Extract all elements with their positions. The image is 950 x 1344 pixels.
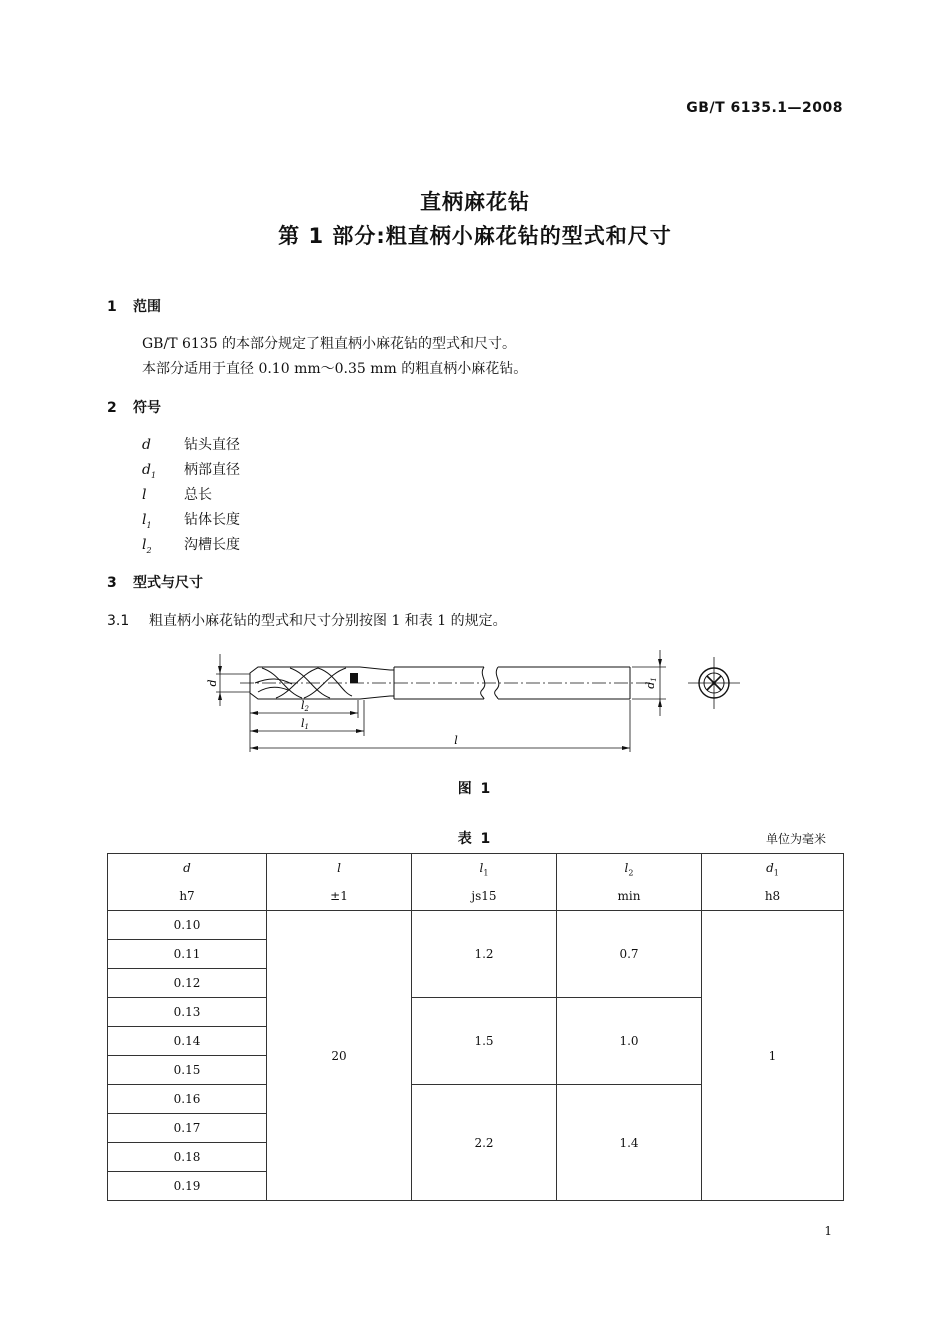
table-cell: 1.5 bbox=[412, 998, 557, 1085]
section-title: 型式与尺寸 bbox=[133, 575, 203, 591]
table-header-cell: $l_2$ min bbox=[557, 854, 702, 911]
symbol-row bbox=[142, 484, 212, 505]
symbol: $l_2$ bbox=[142, 537, 152, 555]
symbol-description: 钻头直径 bbox=[184, 437, 240, 453]
symbol-description: 柄部直径 bbox=[184, 462, 240, 478]
table-cell: 0.12 bbox=[108, 969, 267, 998]
dim-d1-label: d1 bbox=[644, 677, 658, 689]
clause-text: 粗直柄小麻花钻的型式和尺寸分别按图 1 和表 1 的规定。 bbox=[149, 613, 507, 629]
table-cell: 20 bbox=[267, 911, 412, 1201]
scope-paragraph-1: GB/T 6135 的本部分规定了粗直柄小麻花钻的型式和尺寸。 bbox=[142, 336, 517, 352]
symbol: d bbox=[142, 437, 151, 453]
symbol-description: 总长 bbox=[184, 487, 212, 503]
section-title: 符号 bbox=[133, 400, 161, 416]
symbol: $l_1$ bbox=[142, 512, 152, 530]
section-title: 范围 bbox=[133, 299, 161, 315]
section-number: 3 bbox=[107, 575, 117, 591]
end-view bbox=[688, 657, 740, 709]
symbol-row bbox=[142, 459, 240, 480]
dim-d-label: d bbox=[206, 679, 219, 687]
clause-number: 3.1 bbox=[107, 613, 130, 629]
table-cell: 0.13 bbox=[108, 998, 267, 1027]
table-header-cell: d h7 bbox=[108, 854, 267, 911]
table-cell: 1.2 bbox=[412, 911, 557, 998]
table-caption: 表 1 bbox=[457, 831, 493, 847]
document-title: 直柄麻花钻 bbox=[420, 190, 530, 214]
section-1-heading bbox=[107, 296, 161, 316]
page-number: 1 bbox=[824, 1224, 832, 1238]
table-cell: 1.0 bbox=[557, 998, 702, 1085]
symbol: l bbox=[142, 487, 147, 503]
standard-number: GB/T 6135.1—2008 bbox=[686, 100, 843, 116]
table-header-cell: $l_1$ js15 bbox=[412, 854, 557, 911]
figure-caption: 图 1 bbox=[457, 781, 493, 797]
table-cell: 0.11 bbox=[108, 940, 267, 969]
symbol-description: 钻体长度 bbox=[184, 512, 240, 528]
symbol-row bbox=[142, 434, 240, 455]
symbol-row bbox=[142, 509, 240, 530]
table-cell: 1.4 bbox=[557, 1085, 702, 1201]
clause-3-1 bbox=[107, 610, 507, 630]
section-3-heading bbox=[107, 572, 203, 592]
table-header-row bbox=[108, 854, 844, 911]
table-cell: 1 bbox=[702, 911, 844, 1201]
table-cell: 0.7 bbox=[557, 911, 702, 998]
symbol-description: 沟槽长度 bbox=[184, 537, 240, 553]
dim-l-label: l bbox=[454, 734, 458, 747]
table-cell: 0.18 bbox=[108, 1143, 267, 1172]
dim-l1-label: l1 bbox=[301, 717, 309, 731]
scope-paragraph-2: 本部分适用于直径 0.10 mm～0.35 mm 的粗直柄小麻花钻。 bbox=[142, 361, 528, 377]
section-number: 2 bbox=[107, 400, 117, 416]
section-2-heading bbox=[107, 397, 161, 417]
table-cell: 0.10 bbox=[108, 911, 267, 940]
table-cell: 2.2 bbox=[412, 1085, 557, 1201]
dim-l2-label: l2 bbox=[301, 699, 309, 713]
table-cell: 0.16 bbox=[108, 1085, 267, 1114]
table-unit: 单位为毫米 bbox=[765, 832, 826, 846]
drill-drawing bbox=[0, 640, 950, 765]
table-cell: 0.17 bbox=[108, 1114, 267, 1143]
table-cell: 0.14 bbox=[108, 1027, 267, 1056]
table-cell: 0.15 bbox=[108, 1056, 267, 1085]
table-header-cell: $d_1$ h8 bbox=[702, 854, 844, 911]
symbol: $d_1$ bbox=[142, 462, 157, 480]
section-number: 1 bbox=[107, 299, 117, 315]
table-row bbox=[108, 911, 844, 940]
table-header-cell: l ±1 bbox=[267, 854, 412, 911]
document-subtitle: 第 1 部分:粗直柄小麻花钻的型式和尺寸 bbox=[278, 224, 672, 248]
symbol-row bbox=[142, 534, 240, 555]
table-cell: 0.19 bbox=[108, 1172, 267, 1201]
dimension-table bbox=[107, 853, 844, 1201]
